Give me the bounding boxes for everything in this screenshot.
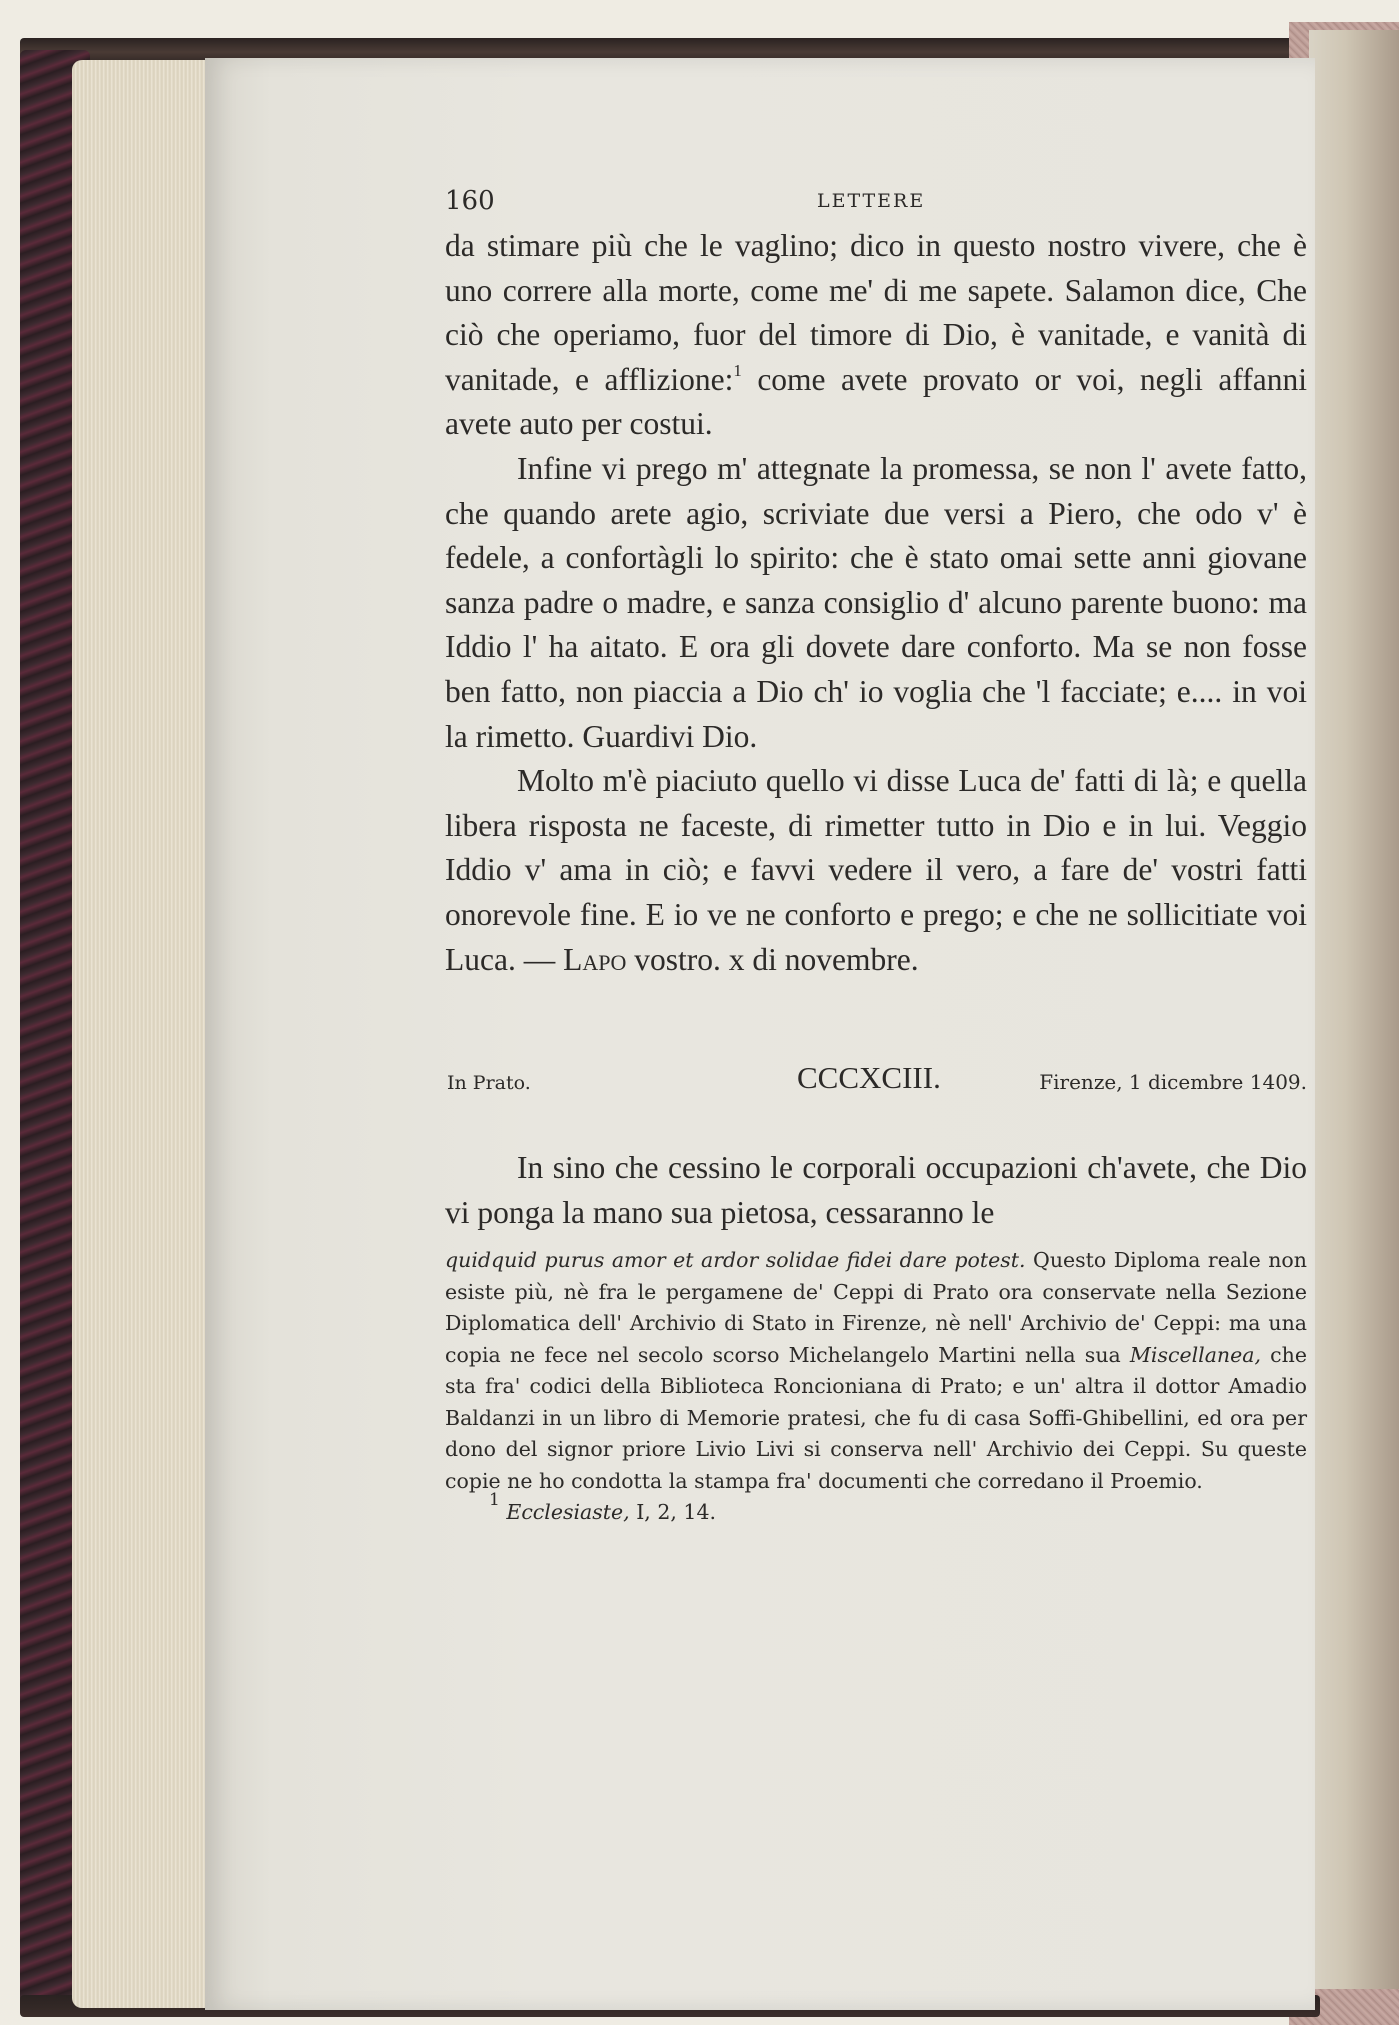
letter-number: CCCXCIII. [797,1060,941,1096]
footnote-source: Ecclesiaste, [506,1500,630,1525]
footnote [445,1245,1307,1497]
footnote-location: I, 2, 14. [629,1500,717,1525]
paragraph [445,224,1307,447]
page-number: 160 [445,186,495,216]
letter-header [445,1054,1307,1114]
signature: Lapo [563,941,627,977]
footnote-marker: 1 [489,1490,500,1511]
paragraph [445,759,1307,982]
paragraph-text: come avete provato or voi, negli affanni avete auto per costui. [445,361,1307,442]
page-stack-edges [72,60,222,2008]
facing-page-edge [1309,30,1399,2020]
running-head [445,180,1307,224]
paragraph-text: vostro. x di novembre. [626,941,919,977]
footnotes [445,1245,1307,1529]
footnote-latin: quidquid purus amor et ardor solidae fidei dare potest. [445,1248,1026,1273]
footnote-title: Miscellanea, [1129,1342,1262,1367]
letter-continuation [445,224,1307,982]
footnote [445,1490,1307,1529]
footnote-text: Questo Diploma reale non esiste più, nè fra le pergamene de' Ceppi di Prato ora conservate nella Sezione Diplomatica dell' Archivio di Stato in Firenze, nè nell' Archivio de' Ceppi: ma una copia ne fece nel secolo scorso Michelangelo Martini nella sua [445,1248,1307,1367]
letter-date: Firenze, 1 dicembre 1409. [1039,1070,1307,1095]
footnote-reference: 1 [733,360,742,380]
new-letter-body [445,1146,1307,1235]
letter-place: In Prato. [447,1072,531,1095]
paragraph-text: da stimare più che le vaglino; dico in questo nostro vivere, che è uno correre alla morte, come me' di me sapete. Salamon dice, Che ciò che operiamo, fuor del timore di Dio, è vanitade, e vanità di vanitade, e afflizione: [445,228,1307,397]
running-head-title: LETTERE [817,190,926,212]
footnote-text: che sta fra' codici della Biblioteca Roncioniana di Prato; e un' altra il dottor Amadio Baldanzi in un libro di Memorie pratesi, che fu di casa Soffi-Ghibellini, ed ora per dono del signor priore Livio Livi si conserva nell' Archivio dei Ceppi. Su queste copie ne ho condotta la stampa fra' documenti che corredano il Proemio. [445,1342,1307,1493]
paragraph-text: Molto m'è piaciuto quello vi disse Luca de' fatti di là; e quella libera risposta ne faceste, di rimetter tutto in Dio e in lui. Veggio Iddio v' ama in ciò; e favvi vedere il vero, a fare de' vostri fatti onorevole fine. E io ve ne conforto e prego; e che ne sollicitiate voi Luca. — [445,763,1307,977]
paragraph: In sino che cessino le corporali occupazioni ch'avete, che Dio vi ponga la mano sua pietosa, cessaranno le [445,1150,1307,1230]
page-text-block [445,180,1307,1529]
paragraph: Infine vi prego m' attegnate la promessa, se non l' avete fatto, che quando arete agio, scriviate due versi a Piero, che odo v' è fedele, a confortàgli lo spirito: che è stato omai sette anni giovane sanza padre o madre, e sanza consiglio d' alcuno parente buono: ma Iddio l' ha aitato. E ora gli dovete dare conforto. Ma se non fosse ben fatto, non piaccia a Dio ch' io voglia che 'l facciate; e.... in voi la rimetto. Guardivi Dio. [445,450,1307,754]
